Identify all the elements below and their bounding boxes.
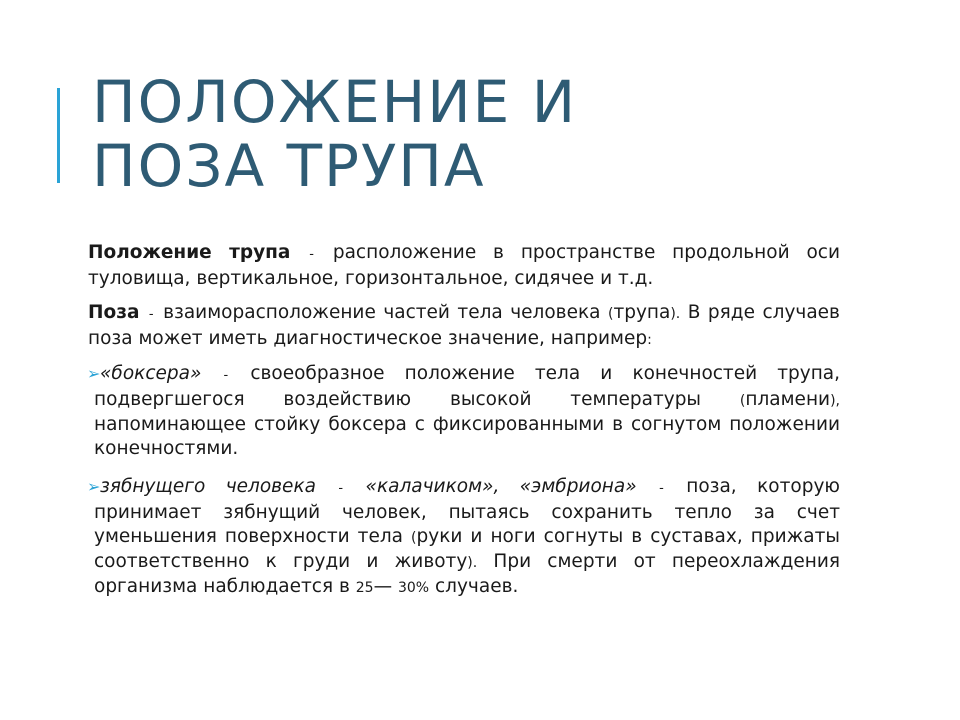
description-freezing-c: При смерти от переохлаждения организма наблюдается в — [94, 551, 840, 597]
paren-open: ( — [607, 306, 614, 322]
term-pose: Поза — [88, 302, 140, 323]
description-boxer-c: напоминающее стойку боксера с фиксированными в согнутом положении конечностями. — [94, 414, 840, 459]
arrow-bullet-icon: ➢ — [87, 364, 101, 383]
slide-content — [88, 241, 840, 614]
slide-title-line-2: ПОЗА ТРУПА — [92, 132, 486, 200]
dash: - — [148, 307, 154, 322]
description-freezing-d: случаев. — [434, 576, 519, 597]
bullet-boxer-text — [94, 362, 840, 461]
paren-open: ( — [411, 530, 417, 546]
description-freezing-b: руки и ноги согнуты в суставах, прижаты соответственно к груди и животу — [94, 526, 840, 572]
dash: - — [659, 481, 664, 496]
term-boxer: «боксера» — [100, 363, 202, 384]
paren-close: ). — [670, 306, 681, 322]
definition-position: расположение в пространстве продольной оси туловища, вертикальное, горизонтальное, сидячее и т.д. — [88, 242, 840, 289]
bullet-freezing-text — [94, 475, 840, 600]
paren-open: ( — [739, 393, 746, 409]
description-boxer-b: пламени — [745, 389, 831, 410]
dash: - — [309, 247, 314, 262]
paragraph-position — [88, 241, 840, 291]
description-freezing-a: поза, которую принимает зябнущий человек, пытаясь сохранить тепло за счет уменьшения поверхности тела — [94, 476, 840, 547]
paren-close: ), — [830, 393, 840, 409]
dash: - — [223, 368, 229, 383]
description-boxer-a: своеобразное положение тела и конечностей трупа, подвергшегося воздействию высокой температуры — [94, 363, 841, 410]
dash: - — [338, 481, 344, 496]
percent-from: 25 — [355, 580, 374, 596]
bullet-boxer — [88, 362, 840, 461]
definition-pose-a: взаиморасположение частей тела человека — [163, 302, 601, 323]
slide-title-line-1: ПОЛОЖЕНИЕ И — [92, 68, 578, 136]
paragraph-pose — [88, 301, 840, 352]
definition-pose-b: трупа — [613, 302, 671, 323]
arrow-bullet-icon: ➢ — [87, 477, 101, 496]
term-curled: «калачиком», «эмбриона» — [365, 476, 637, 497]
percent-to: 30% — [397, 580, 430, 596]
paren-close: ). — [467, 555, 478, 571]
title-accent-bar — [57, 88, 60, 183]
definition-pose-c: В ряде случаев поза может иметь диагностическое значение, например — [88, 302, 840, 349]
range-dash: — — [373, 576, 393, 597]
term-position: Положение трупа — [88, 242, 291, 263]
slide-title — [92, 70, 912, 198]
bullet-freezing — [88, 475, 840, 600]
colon: : — [647, 332, 652, 348]
term-freezing: зябнущего человека — [100, 476, 316, 497]
